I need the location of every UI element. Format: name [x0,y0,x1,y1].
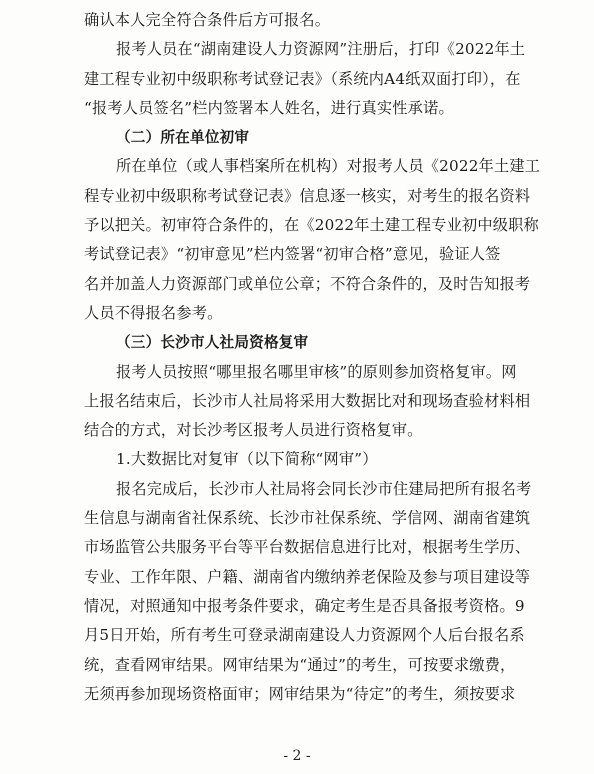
text-line: 予以把关。初审符合条件的，在《2022年土建工程专业初中级职称 [84,216,539,235]
text-line: 建工程专业初中级职称考试登记表》（系统内A4纸双面打印），在 [84,69,521,88]
text-line: 上报名结束后，长沙市人社局将采用大数据比对和现场查验材料相 [84,391,531,410]
section-heading: （三）长沙市人社局资格复审 [116,334,309,352]
text-line: 市场监管公共服务平台等平台数据信息进行比对，根据考生学历、 [84,538,531,557]
text-line: 确认本人完全符合条件后方可报名。 [84,11,331,29]
text-line: 报名完成后，长沙市人社局将会同长沙市住建局把所有报名考 [116,479,532,498]
text-line: 人员不得报名参考。 [84,303,223,322]
text-line: 月5日开始，所有考生可登录湖南建设人力资源网个人后台报名系 [84,626,525,645]
text-line: 1.大数据比对复审（以下简称“网审”） [116,450,378,469]
text-line: 程专业初中级职称考试登记表》信息逐一核实，对考生的报名资料 [84,186,531,205]
text-line: “报考人员签名”栏内签署本人姓名，进行真实性承诺。 [84,98,454,117]
text-line: 情况，对照通知中报考条件要求，确定考生是否具备报考资格。9 [84,596,525,615]
text-line: 统，查看网审结果。网审结果为“通过”的考生，可按要求缴费， [84,655,516,674]
page-number: - 2 - [283,748,311,764]
text-line: 结合的方式，对长沙考区报考人员进行资格复审。 [84,421,423,440]
text-line: 专业、工作年限、户籍、湖南省内缴纳养老保险及参与项目建设等 [84,567,531,586]
text-line: 名并加盖人力资源部门或单位公章；不符合条件的，及时告知报考 [84,274,531,293]
text-line: 报考人员在“湖南建设人力资源网”注册后，打印《2022年土 [116,40,526,59]
text-line: 所在单位（或人事档案所在机构）对报考人员《2022年土建工 [116,157,541,176]
text-line: 报考人员按照“哪里报名哪里审核”的原则参加资格复审。网 [116,362,517,381]
document-body [84,6,562,709]
text-line: 无须再参加现场资格面审；网审结果为“待定”的考生，须按要求 [84,684,516,703]
text-line: 生信息与湖南省社保系统、长沙市社保系统、学信网、湖南省建筑 [84,509,531,528]
section-heading: （二）所在单位初审 [116,129,250,147]
text-line: 考试登记表》“初审意见”栏内签署“初审合格”意见，验证人签 [84,245,501,264]
